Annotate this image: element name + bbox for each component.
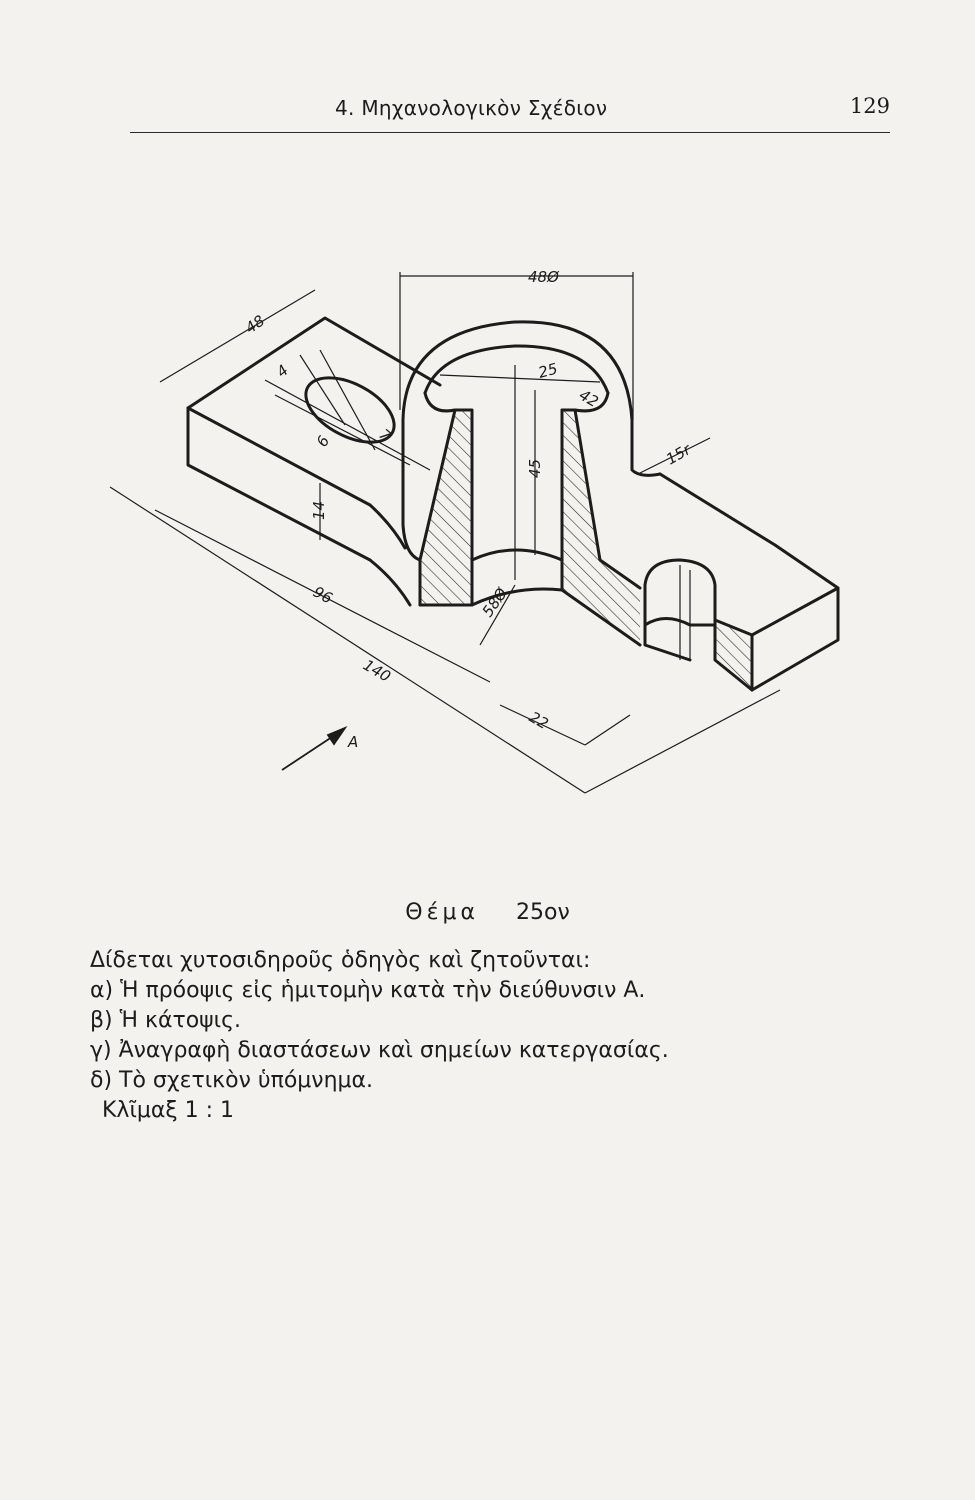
intro-line: Δίδεται χυτοσιδηροῦς ὁδηγὸς καὶ ζητοῦνται: [90,948,591,973]
scale-line: Κλῖμαξ 1 : 1 [102,1098,235,1123]
dim-22: 22 [526,707,552,734]
dim-45: 45 [526,458,544,478]
topic-heading [0,900,975,925]
dim-58-diameter: 58Ø [478,584,512,621]
boss-inner-bore [425,346,608,393]
left-block-front-face [188,408,370,560]
dim-15r: 15r [663,440,694,469]
dim-6: 6 [312,432,334,450]
chapter-title: 4. Μηχανολογικὸν Σχέδιον [335,96,608,120]
page-number: 129 [849,94,890,118]
direction-arrow [282,728,345,770]
direction-label: A [348,733,359,751]
dim-48-top: 48 [241,311,268,338]
dim-48-diameter: 48Ø [528,268,559,286]
dim-14: 14 [310,500,328,520]
topic-word: Θέμα [405,900,479,925]
exercise-text [90,946,890,1126]
item-c: γ) Ἀναγραφὴ διαστάσεων καὶ σημείων κατεργασίας. [90,1038,669,1063]
item-b: β) Ἡ κάτοψις. [90,1008,242,1033]
item-d: δ) Τὸ σχετικὸν ὑπόμνημα. [90,1068,374,1093]
dim-7: 7 [375,425,395,446]
slot-outline [295,365,404,456]
dim-96: 96 [310,582,336,608]
topic-number: 25ον [515,900,570,925]
dim-42: 42 [576,385,602,412]
item-a: α) Ἡ πρόοψις εἰς ἡμιτομὴν κατὰ τὴν διεύθυνσιν Α. [90,978,646,1003]
dim-25: 25 [536,359,560,382]
dim-4: 4 [273,361,292,382]
dim-140: 140 [360,655,394,686]
left-block-top-face [188,318,440,408]
